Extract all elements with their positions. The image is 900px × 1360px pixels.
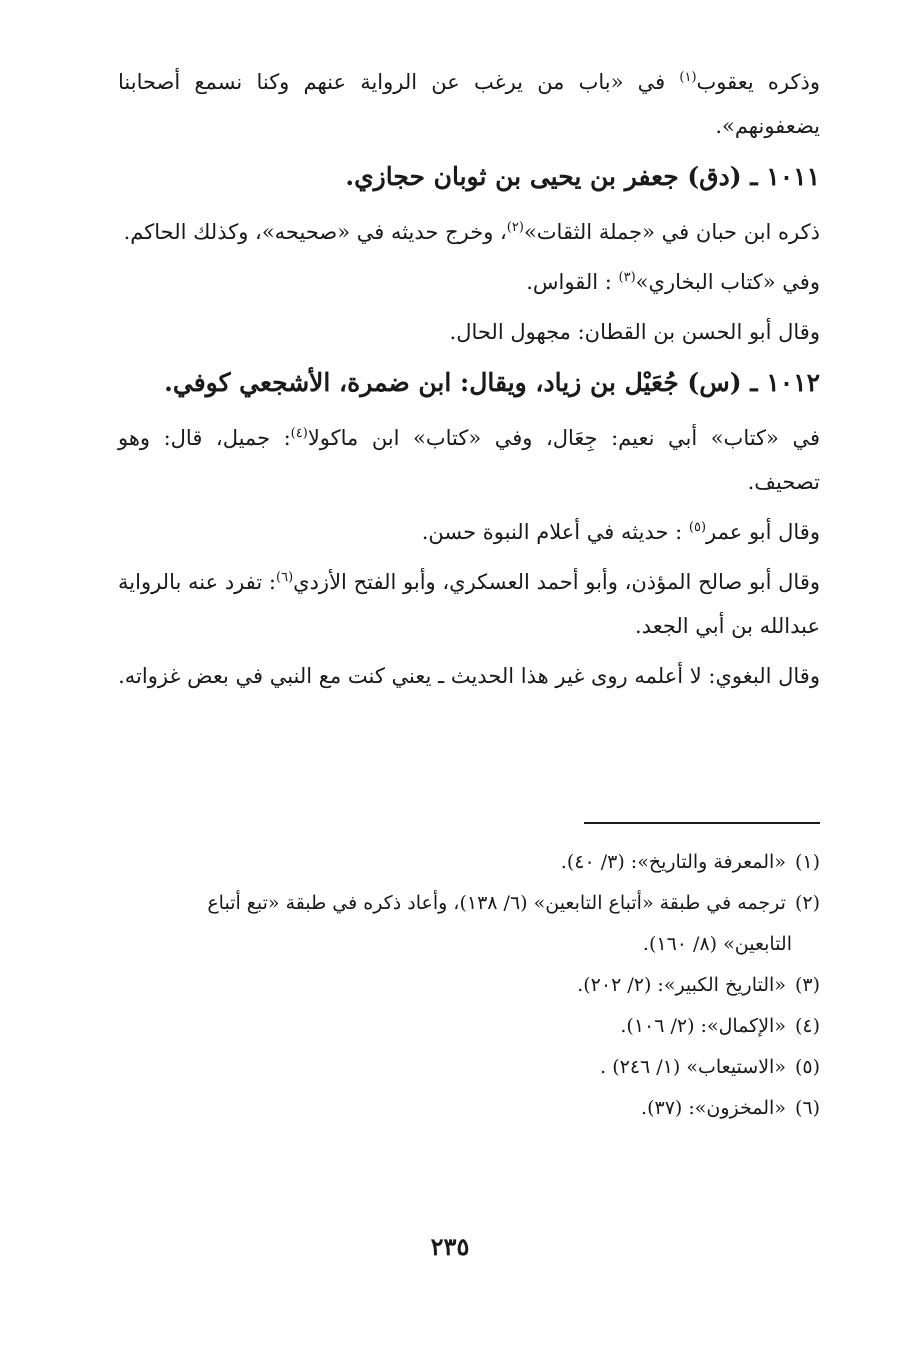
entry-title-1012: ١٠١٢ ـ (س) جُعَيْل بن زياد، ويقال: ابن ضمرة، الأشجعي كوفي. <box>164 368 820 397</box>
paragraph-ibn-qattan: وقال أبو الحسن بن القطان: مجهول الحال. <box>449 320 820 344</box>
paragraph-abu-salih: وقال أبو صالح المؤذن، وأبو أحمد العسكري، وأبو الفتح الأزدي$^{(٦)}$: تفرد عنه بالرواية عبدالله بن أبي الجعد. <box>118 570 820 638</box>
paragraph-bukhari: وفي «كتاب البخاري»$^{(٣)}$ : القواس. <box>526 270 820 294</box>
footnote-4: (٤) «الإكمال»: (٢/ ١٠٦). <box>620 1015 820 1037</box>
footnote-ref-1[interactable]: (١) <box>679 70 697 85</box>
footnote-ref-6[interactable]: (٦) <box>276 570 294 585</box>
footnote-ref-3[interactable]: (٣) <box>618 270 636 285</box>
paragraph-abu-nuaym: في «كتاب» أبي نعيم: جِعَال، وفي «كتاب» ابن ماكولا$^{(٤)}$: جميل، قال: وهو تصحيف. <box>118 426 820 494</box>
footnotes <box>118 842 820 1129</box>
page-number: ٢٣٥ <box>430 1232 470 1261</box>
paragraph-yaqub: وذكره يعقوب$^{(١)}$ في «باب من يرغب عن الرواية عنهم وكنا نسمع أصحابنا يضعفونهم». <box>118 70 820 138</box>
footnote-2: (٢) ترجمه في طبقة «أتباع التابعين» (٦/ ١٣٨)، وأعاد ذكره في طبقة «تبع أتباع <box>207 892 820 914</box>
footnote-1: (١) «المعرفة والتاريخ»: (٣/ ٤٠). <box>560 851 820 873</box>
footnote-3: (٣) «التاريخ الكبير»: (٢/ ٢٠٢). <box>577 974 820 996</box>
paragraph-ibn-hibban: ذكره ابن حبان في «جملة الثقات»$^{(٢)}$، وخرج حديثه في «صحيحه»، وكذلك الحاكم. <box>123 220 820 244</box>
footnote-divider <box>584 822 820 824</box>
entry-title-1011: ١٠١١ ـ (دق) جعفر بن يحيى بن ثوبان حجازي. <box>345 162 820 191</box>
main-text <box>118 60 820 704</box>
footnote-6: (٦) «المخزون»: (٣٧). <box>641 1097 820 1119</box>
footnote-ref-5[interactable]: (٥) <box>688 520 707 535</box>
footnote-ref-4[interactable]: (٤) <box>290 426 308 441</box>
footnote-2-continued: التابعين» (٨/ ١٦٠). <box>642 933 792 955</box>
paragraph-baghawi: وقال البغوي: لا أعلمه روى غير هذا الحديث ـ يعني كنت مع النبي في بعض غزواته. <box>118 664 820 688</box>
footnote-5: (٥) «الاستيعاب» (١/ ٢٤٦) . <box>600 1056 820 1078</box>
footnote-ref-2[interactable]: (٢) <box>506 220 524 235</box>
paragraph-abu-umar: وقال أبو عمر$^{(٥)}$ : حديثه في أعلام النبوة حسن. <box>421 520 820 544</box>
